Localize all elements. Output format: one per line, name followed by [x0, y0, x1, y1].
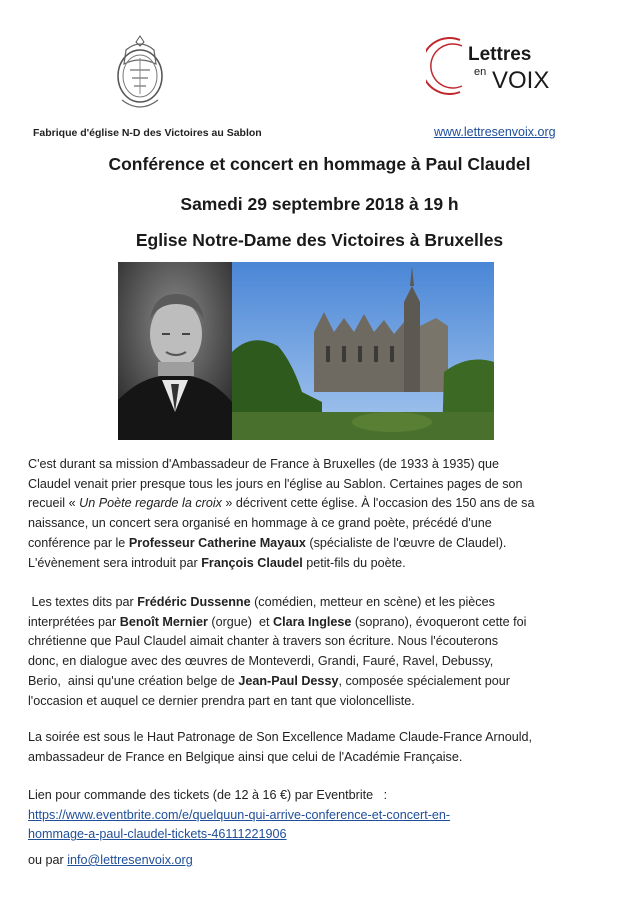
paragraph-line: C'est durant sa mission d'Ambassadeur de France à Bruxelles (de 1933 à 1935) que [28, 457, 500, 471]
speaker-name: Professeur Catherine Mayaux [128, 535, 306, 550]
website-link[interactable]: www.lettresenvoix.org [434, 125, 556, 139]
paragraph-line: ambassadeur de France en Belgique ainsi que celui de l'Académie Française. [28, 749, 463, 764]
paragraph-line: conférence par le Professeur Catherine Mayaux (spécialiste de l'œuvre de Claudel). [28, 535, 507, 550]
organization-name: Fabrique d'église N-D des Victoires au Sablon [33, 127, 262, 139]
lettres-en-voix-logo [426, 34, 554, 96]
paragraph-line: Les textes dits par Frédéric Dussenne (comédien, metteur en scène) et les pièces [28, 595, 495, 609]
book-title: Un Poète regarde la croix [79, 496, 222, 511]
paragraph-line: naissance, un concert sera organisé en hommage à ce grand poète, précédé d'une [28, 516, 492, 531]
performer-name: Benoît Mernier [119, 614, 208, 629]
paragraph-patronage [28, 728, 588, 767]
paragraph-line: Claudel venait prier presque tous les jours en l'église au Sablon. Certaines pages de son [28, 476, 523, 491]
event-title: Conférence et concert en hommage à Paul Claudel [108, 154, 531, 174]
logo-word-lettres: Lettres [468, 44, 532, 65]
paragraph-line: Berio, ainsi qu'une création belge de Jean-Paul Dessy, composée spécialement pour [28, 673, 510, 688]
event-date: Samedi 29 septembre 2018 à 19 h [180, 194, 459, 214]
email-line: ou par info@lettresenvoix.org [28, 853, 193, 867]
introducer-name: François Claudel [201, 555, 303, 570]
event-venue: Eglise Notre-Dame des Victoires à Bruxelles [135, 230, 504, 250]
paragraph-line: interprétées par Benoît Mernier (orgue) et Clara Inglese (soprano), évoqueront cette foi [28, 614, 527, 629]
email-link[interactable]: info@lettresenvoix.org [67, 853, 193, 867]
paragraph-mission [28, 455, 588, 573]
paragraph-line: l'occasion et auquel ce dernier prendra part en tant que violoncelliste. [28, 693, 415, 708]
performer-name: Clara Inglese [273, 614, 352, 629]
eventbrite-link[interactable]: https://www.eventbrite.com/e/quelquun-qui-arrive-conference-et-concert-en- [28, 807, 451, 822]
paragraph-line: La soirée est sous le Haut Patronage de Son Excellence Madame Claude-France Arnould, [28, 730, 533, 744]
eventbrite-link-continued[interactable]: hommage-a-paul-claudel-tickets-46111221906 [28, 827, 287, 842]
paragraph-line: donc, en dialogue avec des œuvres de Monteverdi, Grandi, Fauré, Ravel, Debussy, [28, 654, 494, 669]
paragraph-line: chrétienne que Paul Claudel aimait chanter à travers son écriture. Nous l'écouterons [28, 634, 499, 649]
composer-name: Jean-Paul Dessy [238, 673, 339, 688]
paragraph-performers [28, 593, 588, 711]
paragraph-line: recueil « Un Poète regarde la croix » décrivent cette église. À l'occasion des 150 ans de sa [28, 496, 535, 511]
claudel-portrait-photo [118, 262, 232, 440]
ticket-section [28, 786, 588, 845]
ticket-intro: Lien pour commande des tickets (de 12 à 16 €) par Eventbrite : [28, 788, 388, 802]
logo-word-en: en [474, 66, 487, 78]
paragraph-line: L'évènement sera introduit par François Claudel petit-fils du poète. [28, 555, 406, 570]
parish-emblem-logo [112, 34, 168, 114]
performer-name: Frédéric Dussenne [137, 595, 251, 609]
church-photo [232, 262, 494, 440]
logo-word-voix: VOIX [492, 67, 550, 94]
